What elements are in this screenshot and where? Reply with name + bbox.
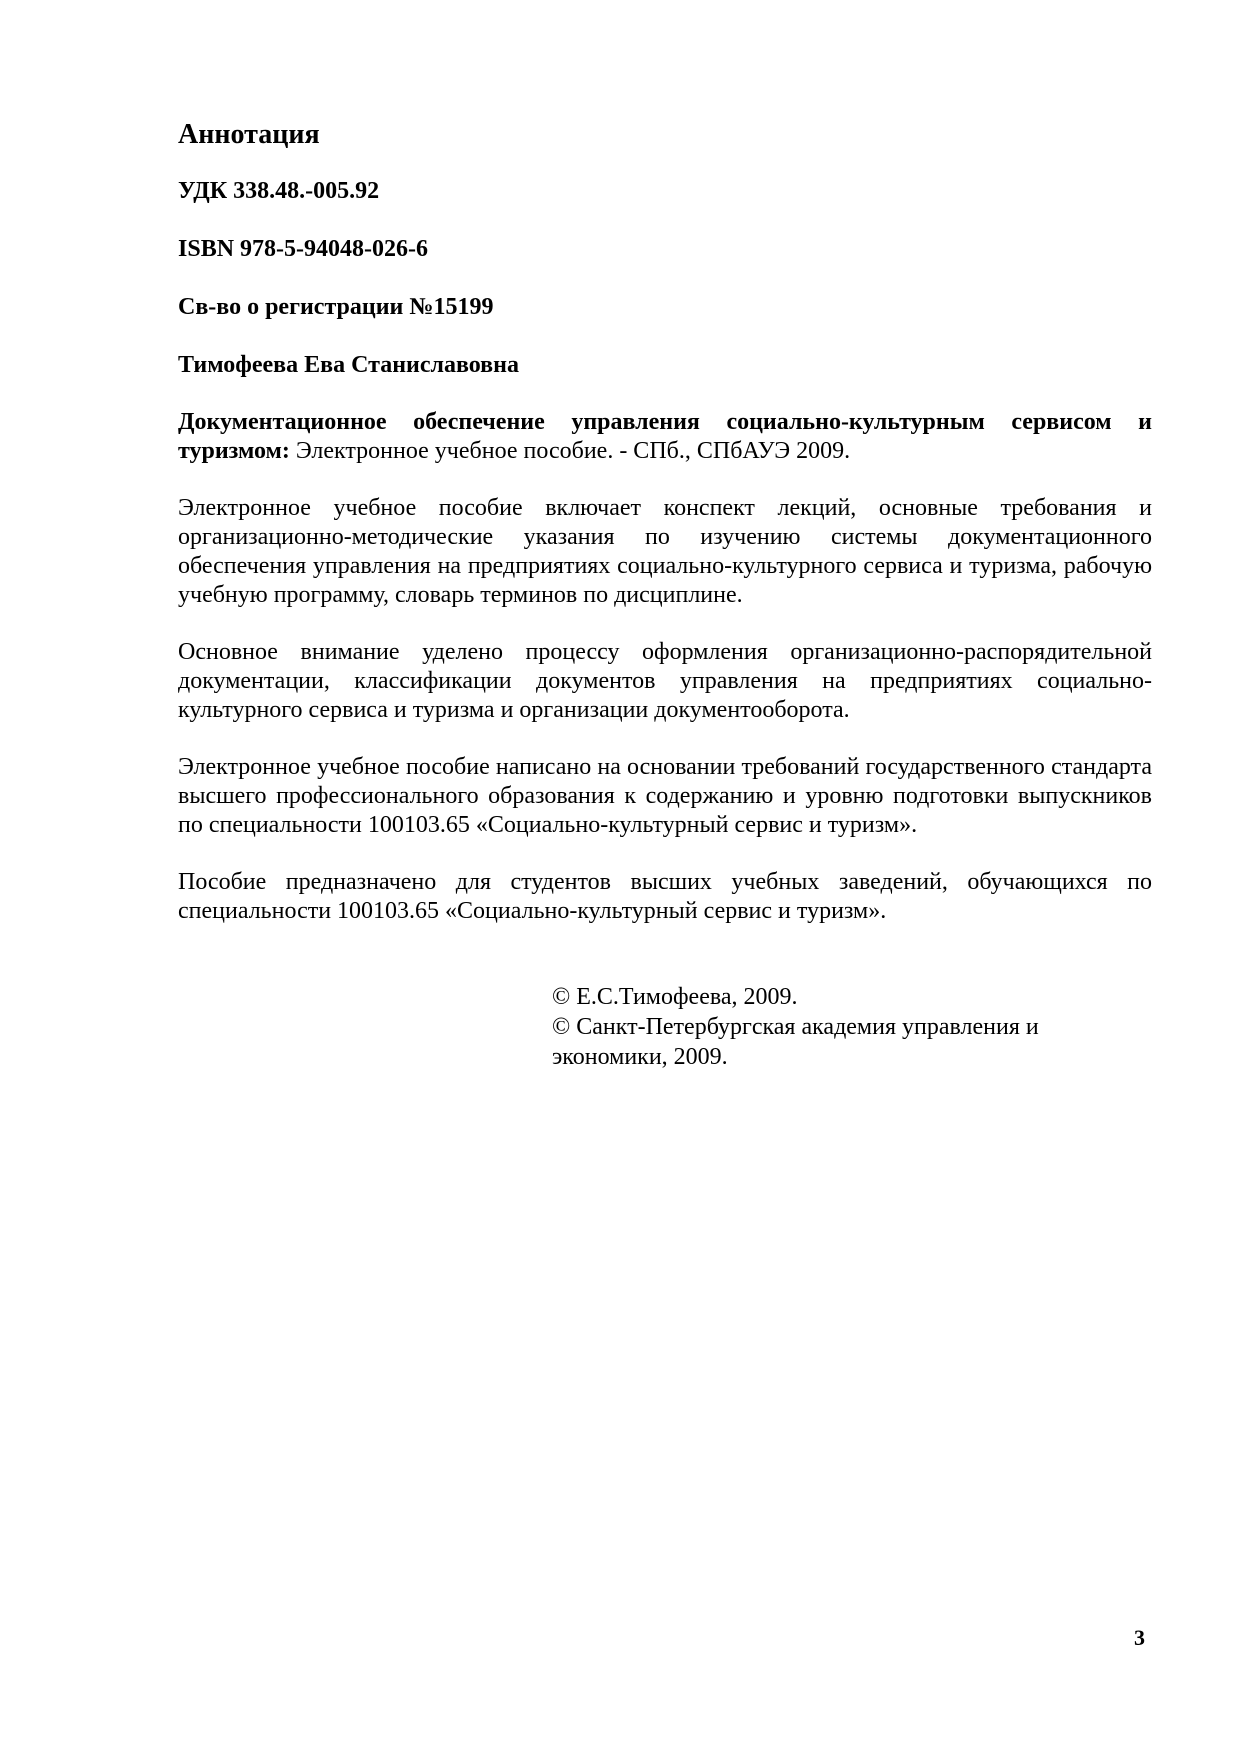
paragraph-audience: Пособие предназначено для студентов высших учебных заведений, обучающихся по специальности 100103.65 «Социально-культурный сервис и туризм». xyxy=(178,869,1152,924)
copyright-author: © Е.С.Тимофеева, 2009. xyxy=(552,984,798,1010)
udk-line: УДК 338.48.-005.92 xyxy=(178,178,380,204)
copyright-block xyxy=(552,982,1092,1072)
bibliographic-title: Документационное обеспечение управления социально-культурным сервисом и туризмом: xyxy=(178,409,1152,464)
copyright-academy-line-1: © Санкт-Петербургская академия управления и xyxy=(552,1014,1039,1040)
bibliographic-entry xyxy=(178,408,1152,466)
paragraph-standard: Электронное учебное пособие написано на основании требований государственного стандарта высшего профессионального образования к содержанию и уровню подготовки выпускников по специальности 100103.65 «Социально-культурный сервис и туризм». xyxy=(178,754,1152,838)
copyright-academy-line-2: экономики, 2009. xyxy=(552,1044,728,1070)
registration-line: Св-во о регистрации №15199 xyxy=(178,294,494,320)
paragraph-contents: Электронное учебное пособие включает конспект лекций, основные требования и организационно-методические указания по изучению системы документационного обеспечения управления на предприятиях социально-культурного сервиса и туризма, рабочую учебную программу, словарь терминов по дисциплине. xyxy=(178,495,1152,608)
page-number: 3 xyxy=(1134,1625,1145,1650)
annotation-section xyxy=(178,118,1152,954)
author-line: Тимофеева Ева Станиславовна xyxy=(178,352,519,378)
paragraph-focus: Основное внимание уделено процессу оформления организационно-распорядительной документации, классификации документов управления на предприятиях социально-культурного сервиса и туризма и организации документооборота. xyxy=(178,639,1152,723)
bibliographic-details: Электронное учебное пособие. - СПб., СПбАУЭ 2009. xyxy=(289,438,851,464)
annotation-title: Аннотация xyxy=(178,119,320,150)
isbn-line: ISBN 978-5-94048-026-6 xyxy=(178,236,428,262)
